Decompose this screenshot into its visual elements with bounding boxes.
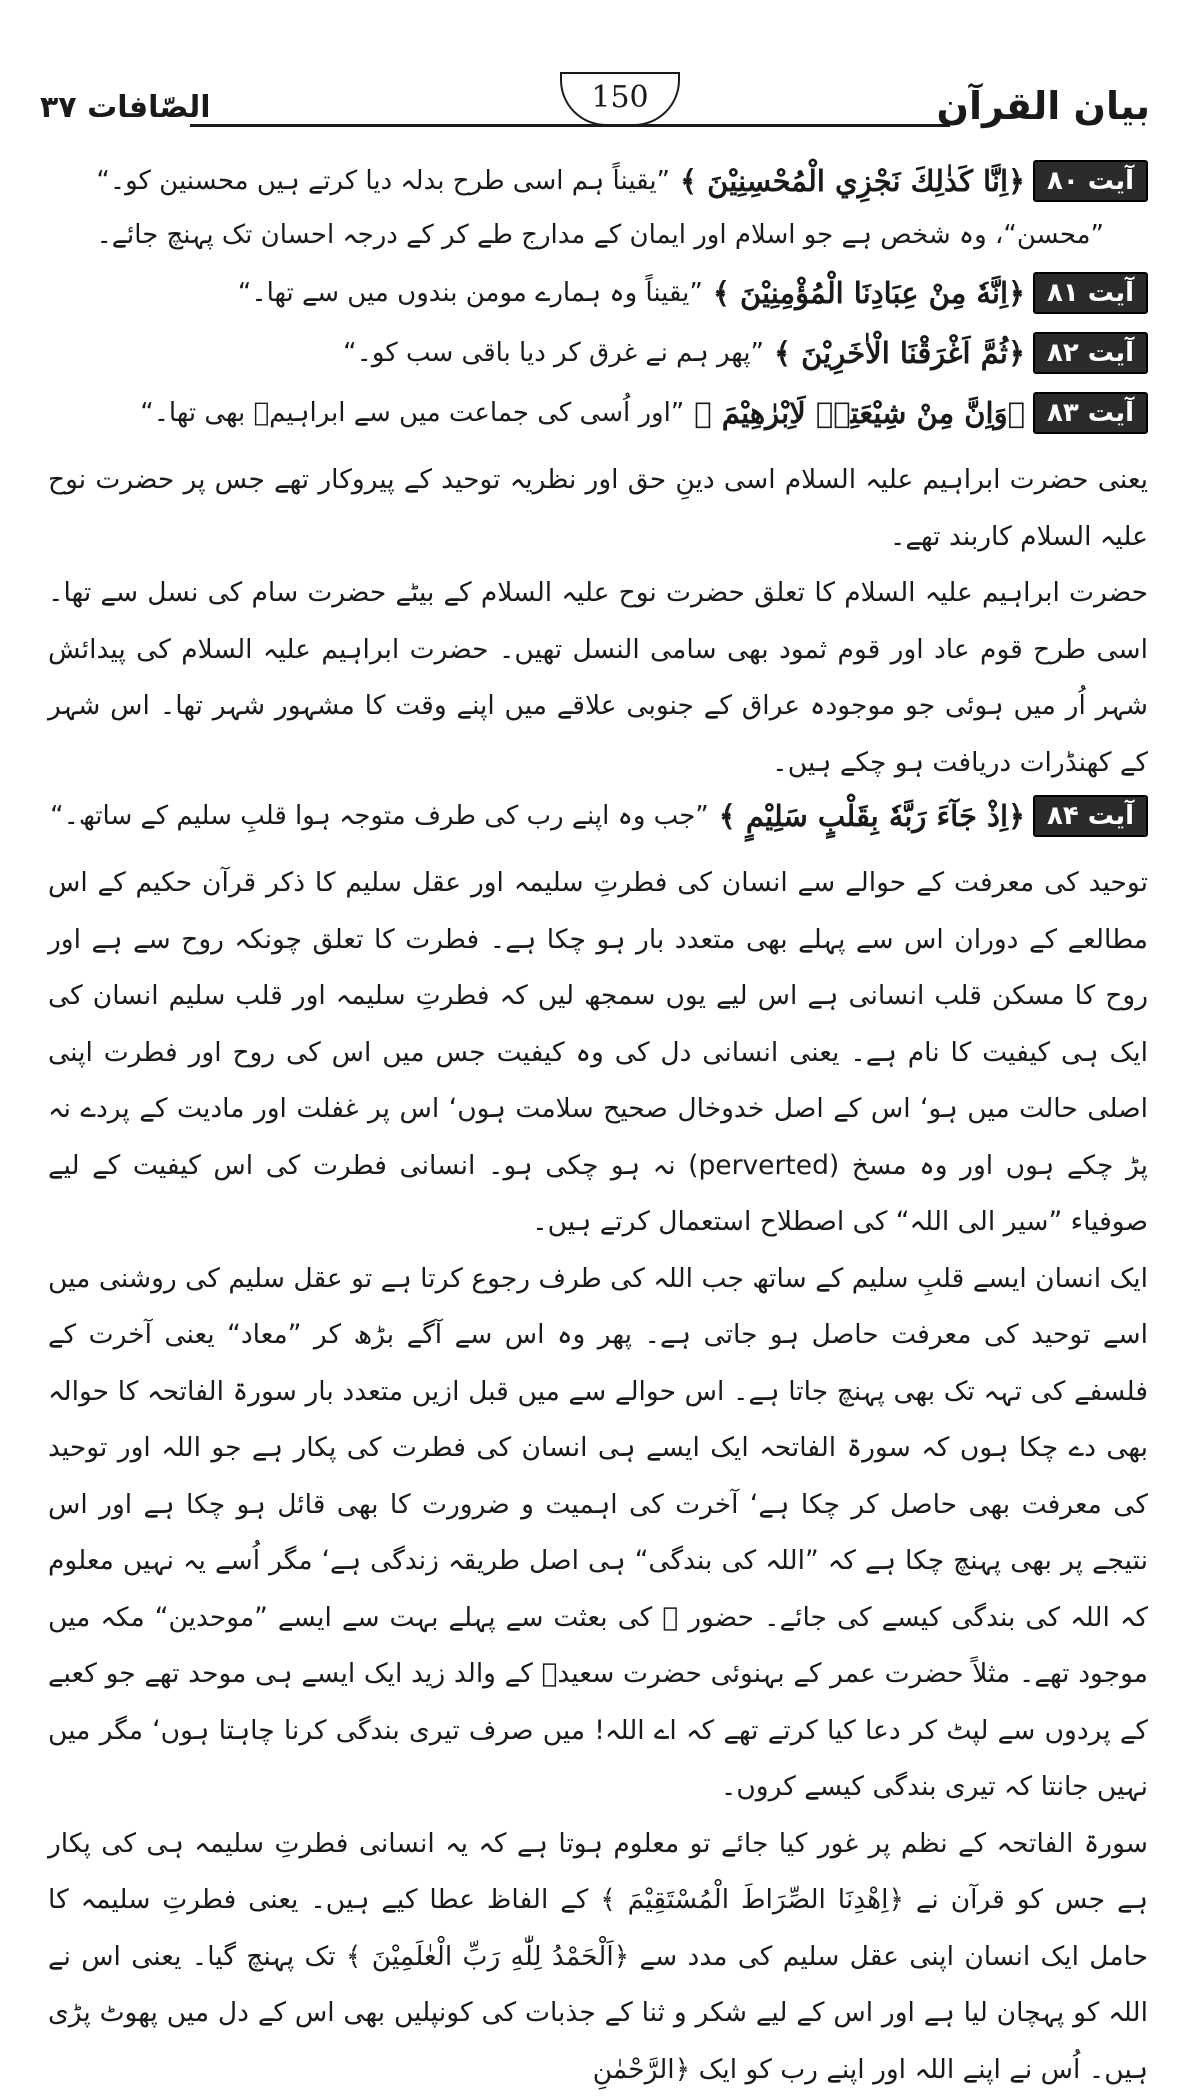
ayah-badge: آیت ۸۲ [1033,332,1148,374]
ayah-arabic: ﴿وَاِنَّ مِنْ شِيْعَتِهٖ لَاِبْرٰهِيْمَ ﴾ [694,396,1025,430]
surah-name: الصّافات ۳۷ [40,90,211,125]
ayah-row [48,795,1148,837]
ayah-translation: ”پھر ہم نے غرق کر دیا باقی سب کو۔“ [48,333,764,373]
ayah-badge: آیت ۸۱ [1033,272,1148,314]
ayah-arabic: ﴿ثُمَّ اَغْرَقْنَا الْاٰخَرِيْنَ ﴾ [774,336,1025,370]
book-title: بیان القرآن [937,84,1150,128]
ayah-badge: آیت ۸۴ [1033,795,1148,837]
ayah-translation: ”اور اُسی کی جماعت میں سے ابراہیمؑ بھی تھا۔“ [48,393,684,433]
page-header [40,82,1150,142]
paragraph: سورۃ الفاتحہ کے نظم پر غور کیا جائے تو معلوم ہوتا ہے کہ یہ انسانی فطرتِ سلیمہ ہی کی پکار ہے جس کو قرآن نے ﴿اِهْدِنَا الصِّرَاطَ الْمُسْتَقِيْمَ ﴾ کے الفاظ عطا کیے ہیں۔ یعنی فطرتِ سلیمہ کا حامل ایک انسان اپنی عقل سلیم کی مدد سے ﴿اَلْحَمْدُ لِلّٰهِ رَبِّ الْعٰلَمِيْنَ ﴾ تک پہنچ گیا۔ یعنی اس نے اللہ کو پہچان لیا ہے اور اس کے لیے شکر و ثنا کے جذبات کی کونپلیں بھی اس کے دل میں پھوٹ پڑی ہیں۔ اُس نے اپنے اللہ اور اپنے رب کو ایک ﴿الرَّحْمٰنِ [48,1816,1148,2098]
ayah-arabic: ﴿اِنَّا كَذٰلِكَ نَجْزِي الْمُحْسِنِيْنَ ﴾ [680,164,1025,198]
paragraph: توحید کی معرفت کے حوالے سے انسان کی فطرتِ سلیمہ اور عقل سلیم کا ذکر قرآن حکیم کے اس مطالعے کے دوران اس سے پہلے بھی متعدد بار ہو چکا ہے۔ فطرت کا تعلق چونکہ روح سے ہے اور روح کا مسکن قلب انسانی ہے اس لیے یوں سمجھ لیں کہ فطرتِ سلیمہ اور قلب سلیم انسان کی ایک ہی کیفیت کا نام ہے۔ یعنی انسانی دل کی وہ کیفیت جس میں اس کی روح اور فطرت اپنی اصلی حالت میں ہو‘ اس کے اصل خدوخال صحیح سلامت ہوں‘ اس پر غفلت اور مادیت کے پردے نہ پڑ چکے ہوں اور وہ مسخ (perverted) نہ ہو چکی ہو۔ انسانی فطرت کی اس کیفیت کے لیے صوفیاء ”سیر الی اللہ“ کی اصطلاح استعمال کرتے ہیں۔ [48,855,1148,1251]
ayah-arabic: ﴿اِذْ جَآءَ رَبَّهٗ بِقَلْبٍ سَلِيْمٍ ﴾ [719,799,1025,833]
ayah-arabic: ﴿اِنَّهٗ مِنْ عِبَادِنَا الْمُؤْمِنِيْنَ ﴾ [713,276,1025,310]
ayah-badge: آیت ۸۳ [1033,392,1148,434]
paragraph: یعنی حضرت ابراہیم علیہ السلام اسی دینِ حق اور نظریہ توحید کے پیروکار تھے جس پر حضرت نوح علیہ السلام کاربند تھے۔ [48,452,1148,565]
paragraph: حضرت ابراہیم علیہ السلام کا تعلق حضرت نوح علیہ السلام کے بیٹے حضرت سام کی نسل سے تھا۔ اسی طرح قوم عاد اور قوم ثمود بھی سامی النسل تھیں۔ حضرت ابراہیم علیہ السلام کی پیدائش شہر اُر میں ہوئی جو موجودہ عراق کے جنوبی علاقے میں اپنے وقت کا مشہور شہر تھا۔ اس شہر کے کھنڈرات دریافت ہو چکے ہیں۔ [48,565,1148,791]
ayah-translation: ”یقیناً وہ ہمارے مومن بندوں میں سے تھا۔“ [48,273,703,313]
ayah-badge: آیت ۸۰ [1033,160,1148,202]
ayah-row [48,392,1148,434]
ayah-translation: ”یقیناً ہم اسی طرح بدلہ دیا کرتے ہیں محسنین کو۔“ [48,161,670,201]
ayah-row [48,332,1148,374]
ayah-row [48,272,1148,314]
page-number: 150 [560,72,680,126]
ayah-translation: ”جب وہ اپنے رب کی طرف متوجہ ہوا قلبِ سلیم کے ساتھ۔“ [48,796,709,836]
paragraph: ایک انسان ایسے قلبِ سلیم کے ساتھ جب اللہ کی طرف رجوع کرتا ہے تو عقل سلیم کی روشنی میں اسے توحید کی معرفت حاصل ہو جاتی ہے۔ پھر وہ اس سے آگے بڑھ کر ”معاد“ یعنی آخرت کے فلسفے کی تہہ تک بھی پہنچ جاتا ہے۔ اس حوالے سے میں قبل ازیں متعدد بار سورۃ الفاتحہ کا حوالہ بھی دے چکا ہوں کہ سورۃ الفاتحہ ایک ایسے ہی انسان کی فطرت کی پکار ہے جو اللہ اور توحید کی معرفت بھی حاصل کر چکا ہے‘ آخرت کی اہمیت و ضرورت کا بھی قائل ہو چکا ہے اور اس نتیجے پر بھی پہنچ چکا ہے کہ ”اللہ کی بندگی“ ہی اصل طریقہ زندگی ہے‘ مگر اُسے یہ نہیں معلوم کہ اللہ کی بندگی کیسے کی جائے۔ حضور ﷺ کی بعثت سے پہلے بہت سے ایسے ”موحدین“ مکہ میں موجود تھے۔ مثلاً حضرت عمر کے بہنوئی حضرت سعیدؓ کے والد زید ایک ایسے ہی موحد تھے جو کعبے کے پردوں سے لپٹ کر دعا کیا کرتے تھے کہ اے اللہ! میں صرف تیری بندگی کرنا چاہتا ہوں‘ مگر میں نہیں جانتا کہ تیری بندگی کیسے کروں۔ [48,1251,1148,1816]
ayah-row [48,160,1148,202]
ayah-note: ”محسن“، وہ شخص ہے جو اسلام اور ایمان کے مدارج طے کر کے درجہ احسان تک پہنچ جائے۔ [48,214,1104,256]
page-body [48,160,1148,2098]
header-rule [190,124,950,127]
